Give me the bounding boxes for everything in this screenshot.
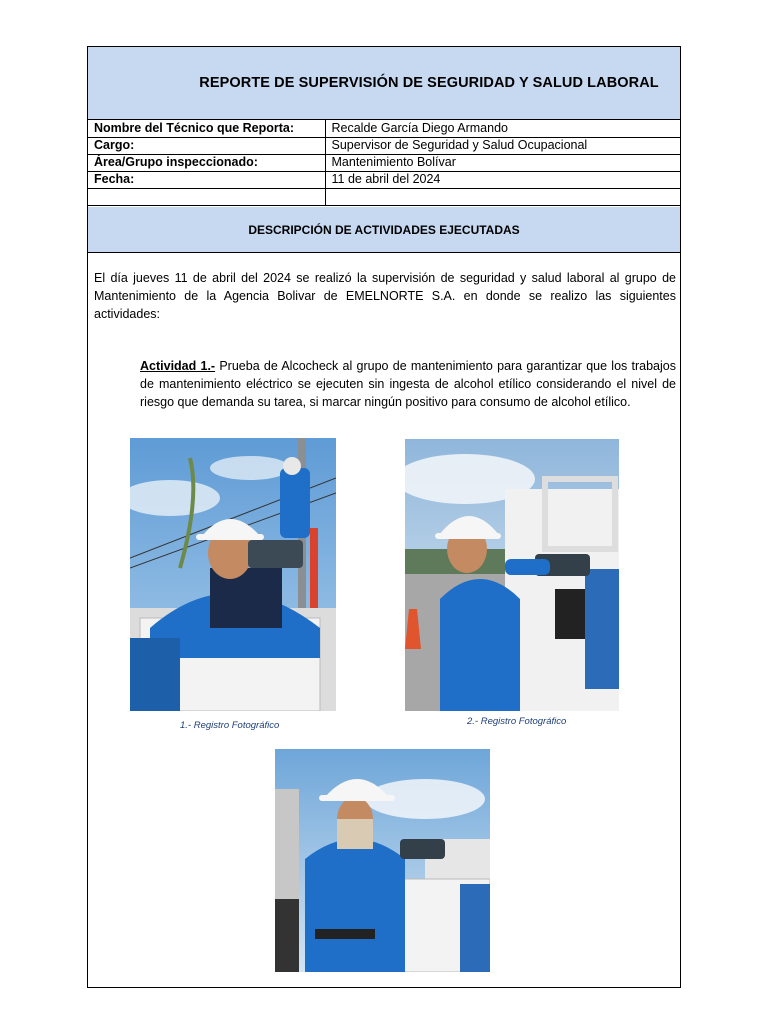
- intro-paragraph: El día jueves 11 de abril del 2024 se realizó la supervisión de seguridad y salud laboral al grupo de Mantenimiento de la Agencia Bolivar de EMELNORTE S.A. en donde se realizo las siguientes actividades:: [94, 271, 676, 321]
- photo-2-illustration: [405, 439, 619, 711]
- info-value: [325, 188, 680, 205]
- info-label: Área/Grupo inspeccionado:: [88, 154, 325, 171]
- info-row-date: [88, 171, 680, 188]
- info-value: 11 de abril del 2024: [325, 171, 680, 188]
- activity-paragraph: [140, 357, 676, 411]
- info-label: Cargo:: [88, 137, 325, 154]
- section-title: DESCRIPCIÓN DE ACTIVIDADES EJECUTADAS: [248, 222, 520, 237]
- info-label: Nombre del Técnico que Reporta:: [88, 120, 325, 137]
- photo-2-caption: 2.- Registro Fotográfico: [467, 716, 567, 727]
- info-table: [88, 120, 680, 206]
- info-row-technician: [88, 120, 680, 137]
- section-band: [88, 207, 680, 253]
- info-value: Supervisor de Seguridad y Salud Ocupacional: [325, 137, 680, 154]
- info-row-position: [88, 137, 680, 154]
- photo-1-illustration: [130, 438, 336, 711]
- activity-label: Actividad 1.-: [140, 359, 216, 373]
- photo-3-illustration: [275, 749, 490, 972]
- info-label: Fecha:: [88, 171, 325, 188]
- info-row-empty: [88, 188, 680, 205]
- info-value: Mantenimiento Bolívar: [325, 154, 680, 171]
- activity-text: Prueba de Alcocheck al grupo de mantenimiento para garantizar que los trabajos de mantenimiento eléctrico se ejecuten sin ingesta de alcohol etílico considerando el nivel de riesgo que demanda su tarea, si marcar ningún positivo para consumo de alcohol etílico.: [140, 359, 676, 409]
- title-band: [88, 47, 680, 120]
- photo-3: [275, 749, 490, 972]
- report-title: REPORTE DE SUPERVISIÓN DE SEGURIDAD Y SALUD LABORAL: [199, 75, 659, 91]
- photo-1: [130, 438, 336, 711]
- info-value: Recalde García Diego Armando: [325, 120, 680, 137]
- photo-2: [405, 439, 619, 711]
- info-row-area: [88, 154, 680, 171]
- info-label: [88, 188, 325, 205]
- photo-1-caption: 1.- Registro Fotográfico: [180, 720, 280, 731]
